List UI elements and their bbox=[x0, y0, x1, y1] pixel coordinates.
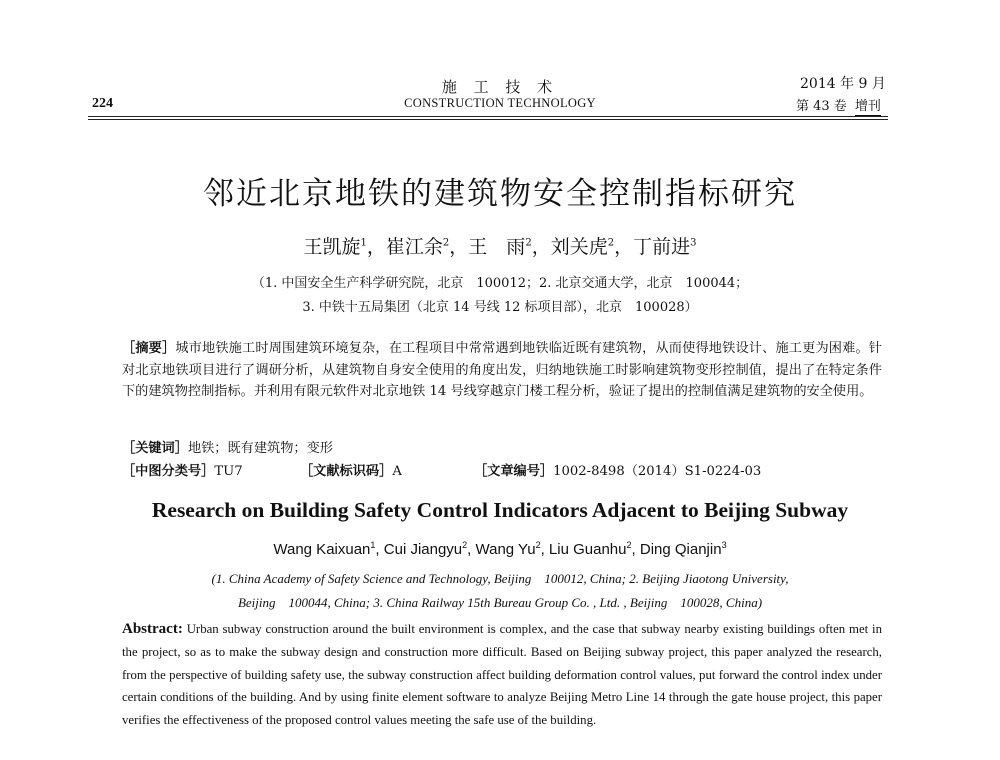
header-rule-top bbox=[88, 116, 888, 117]
volume-number: 第 43 卷 bbox=[796, 99, 847, 114]
author-en-affiliation-mark: 3 bbox=[721, 540, 727, 550]
author-en-affiliation-mark: 2 bbox=[462, 540, 468, 550]
author-en-affiliation-mark: 2 bbox=[626, 540, 632, 550]
author-en-name: Wang Kaixuan bbox=[273, 541, 371, 558]
author-cn-separator: ， bbox=[531, 236, 551, 258]
author-cn-affiliation-mark: 2 bbox=[607, 237, 615, 249]
volume-info bbox=[796, 95, 881, 114]
author-en-separator: , bbox=[375, 541, 384, 558]
author-en-separator: , bbox=[467, 541, 476, 558]
author-cn-name: 王凯旋 bbox=[303, 236, 361, 258]
abstract-en bbox=[122, 618, 882, 732]
article-title-cn: 邻近北京地铁的建筑物安全控制指标研究 bbox=[203, 176, 797, 212]
author-en-name: Wang Yu bbox=[475, 541, 536, 558]
page-number: 224 bbox=[92, 96, 113, 111]
article-no-label: ［文章编号］ bbox=[474, 464, 554, 479]
author-cn-name: 丁前进 bbox=[633, 236, 691, 258]
author-cn-affiliation-mark: 3 bbox=[690, 237, 697, 249]
author-list-cn bbox=[0, 232, 1000, 259]
issue-date: 2014 年 9 月 bbox=[800, 76, 886, 92]
abstract-cn-label: ［摘要］ bbox=[122, 341, 176, 356]
doc-code-label: ［文献标识码］ bbox=[300, 464, 393, 479]
article-title-en: Research on Building Safety Control Indicators Adjacent to Beijing Subway bbox=[151, 498, 849, 522]
journal-name-cn: 施 工 技 术 bbox=[441, 78, 559, 96]
author-cn-name: 王 雨 bbox=[468, 236, 526, 258]
doc-code-value: A bbox=[392, 464, 402, 479]
author-en-name: Cui Jiangyu bbox=[383, 541, 463, 558]
author-cn-affiliation-mark: 1 bbox=[360, 237, 367, 249]
affiliation-cn-line1: （1. 中国安全生产科学研究院，北京 100012；2. 北京交通大学，北京 100044； bbox=[251, 276, 749, 291]
article-no-value: 1002-8498（2014）S1-0224-03 bbox=[553, 464, 762, 479]
abstract-en-text: Urban subway construction around the built environment is complex, and the case that subway nearby existing buildings often met in the project, so as to make the subway design and construction more difficult. Based on Beijing subway project, this paper analyzed the research, from the perspective of building safety use, the subway construction affect building deformation control values, put forward the control index under certain conditions of the building. And by using finite element software to analyze Beijing Metro Line 14 through the gate house project, this paper verifies the effectiveness of the proposed control values meeting the safe use of the building. bbox=[122, 622, 883, 728]
author-cn-affiliation-mark: 2 bbox=[442, 237, 450, 249]
article-no-field bbox=[474, 460, 761, 479]
author-en-separator: , bbox=[540, 541, 549, 558]
author-cn-affiliation-mark: 2 bbox=[525, 237, 532, 249]
clc-label: ［中图分类号］ bbox=[122, 464, 215, 479]
abstract-cn bbox=[122, 338, 882, 403]
clc-field bbox=[122, 460, 243, 479]
author-en-affiliation-mark: 2 bbox=[535, 540, 541, 550]
abstract-cn-text: 城市地铁施工时周围建筑环境复杂，在工程项目中常常遇到地铁临近既有建筑物，从而使得地铁设计、施工更为困难。针对北京地铁项目进行了调研分析，从建筑物自身安全使用的角度出发，归纳地铁施工时影响建筑物变形控制值，提出了在特定条件下的建筑物控制指标。并利用有限元软件对北京地铁 14 号线穿越京门楼工程分析，验证了提出的控制值满足建筑物的安全使用。 bbox=[122, 341, 882, 399]
author-cn-name: 刘关虎 bbox=[550, 236, 608, 258]
affiliation-cn-line2: 3. 中铁十五局集团（北京 14 号线 12 标项目部），北京 100028） bbox=[302, 300, 698, 315]
author-cn-separator: ， bbox=[366, 236, 386, 258]
affiliation-en-line1: (1. China Academy of Safety Science and Technology, Beijing 100012, China; 2. Beijing Jiaotong University, bbox=[211, 571, 789, 586]
doc-code-field bbox=[300, 460, 402, 479]
author-cn-separator: ， bbox=[449, 236, 469, 258]
author-cn-name: 崔江余 bbox=[385, 236, 443, 258]
supplement-label: 增刊 bbox=[854, 99, 881, 114]
author-en-affiliation-mark: 1 bbox=[370, 540, 376, 550]
journal-name-en: CONSTRUCTION TECHNOLOGY bbox=[404, 96, 596, 110]
author-cn-separator: ， bbox=[614, 236, 634, 258]
author-en-separator: , bbox=[631, 541, 640, 558]
keywords-label: ［关键词］ bbox=[122, 441, 188, 456]
abstract-en-label: Abstract: bbox=[122, 621, 183, 637]
author-en-name: Liu Guanhu bbox=[548, 541, 627, 558]
affiliation-en-line2: Beijing 100044, China; 3. China Railway 15th Bureau Group Co. , Ltd. , Beijing 100028, China) bbox=[237, 595, 763, 610]
header-rule-bottom bbox=[88, 119, 888, 120]
keywords-text: 地铁；既有建筑物；变形 bbox=[187, 441, 333, 456]
clc-value: TU7 bbox=[214, 464, 243, 479]
author-list-en bbox=[0, 540, 1000, 558]
author-en-name: Ding Qianjin bbox=[639, 541, 722, 558]
keywords-cn bbox=[122, 437, 333, 456]
